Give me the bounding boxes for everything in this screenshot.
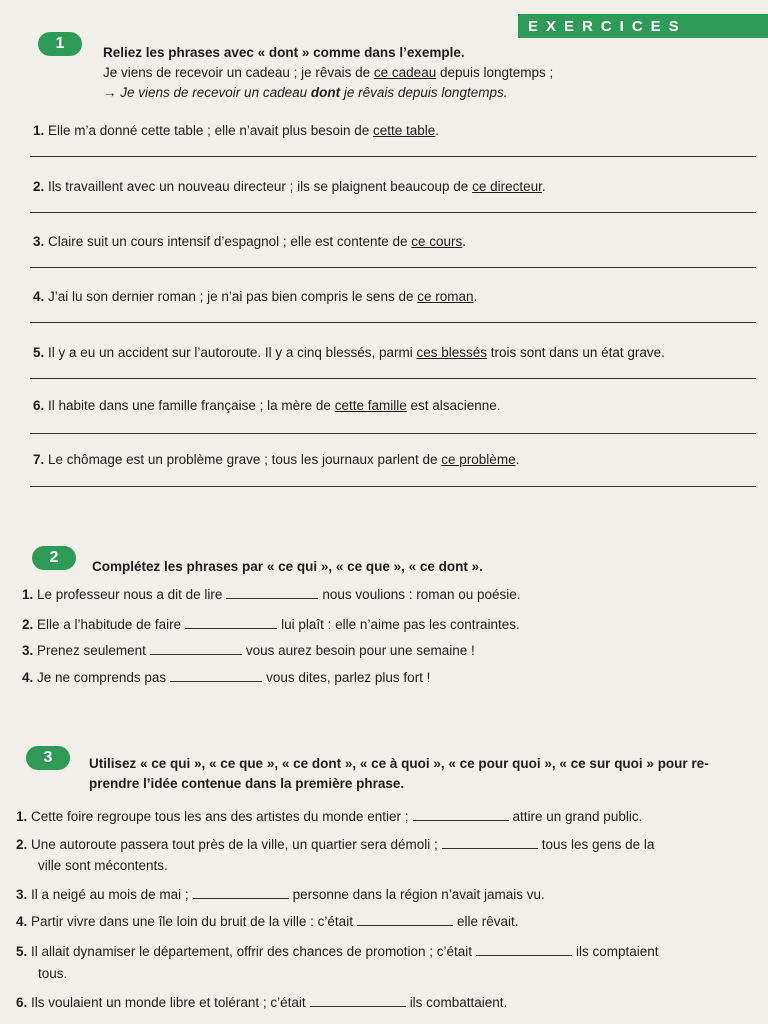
exercise-3-instruction-line-2: prendre l’idée contenue dans la première phrase. bbox=[89, 776, 405, 791]
fill-blank[interactable] bbox=[413, 806, 509, 821]
exercise-3-item-5: 5. Il allait dynamiser le département, offrir des chances de promotion ; c’était ils comptaient bbox=[16, 941, 659, 962]
exercise-1-example-sentence: Je viens de recevoir un cadeau ; je rêvais de ce cadeau depuis longtemps ; bbox=[103, 65, 554, 80]
exercise-3-item-1: 1. Cette foire regroupe tous les ans des artistes du monde entier ; attire un grand public. bbox=[16, 806, 642, 827]
fill-blank[interactable] bbox=[310, 992, 406, 1007]
exercise-1-example-answer: → Je viens de recevoir un cadeau dont je rêvais depuis longtemps. bbox=[103, 85, 508, 100]
fill-blank[interactable] bbox=[226, 584, 318, 599]
fill-blank[interactable] bbox=[193, 884, 289, 899]
answer-line-3[interactable] bbox=[30, 267, 756, 268]
answer-line-2[interactable] bbox=[30, 212, 756, 213]
exercise-3-badge: 3 bbox=[26, 746, 70, 770]
exercise-1-item-1: 1. Elle m’a donné cette table ; elle n’avait plus besoin de cette table. bbox=[33, 123, 440, 138]
answer-line-4[interactable] bbox=[30, 322, 756, 323]
exercise-2-badge: 2 bbox=[32, 546, 76, 570]
exercise-2-instruction: Complétez les phrases par « ce qui », « ce que », « ce dont ». bbox=[92, 559, 483, 574]
answer-line-7[interactable] bbox=[30, 486, 756, 487]
exercise-2-item-1: 1. Le professeur nous a dit de lire nous voulions : roman ou poésie. bbox=[22, 584, 521, 605]
exercise-1-item-6: 6. Il habite dans une famille française ; la mère de cette famille est alsacienne. bbox=[33, 398, 501, 413]
exercise-3-item-6: 6. Ils voulaient un monde libre et tolérant ; c’était ils combattaient. bbox=[16, 992, 507, 1013]
exercise-3-item-2-continuation: ville sont mécontents. bbox=[38, 858, 168, 873]
exercices-banner: EXERCICES bbox=[518, 14, 768, 38]
exercise-2-item-3: 3. Prenez seulement vous aurez besoin pour une semaine ! bbox=[22, 640, 475, 661]
fill-blank[interactable] bbox=[357, 911, 453, 926]
exercise-1-badge: 1 bbox=[38, 32, 82, 56]
answer-line-6[interactable] bbox=[30, 433, 756, 434]
exercise-3-item-4: 4. Partir vivre dans une île loin du bruit de la ville : c’était elle rêvait. bbox=[16, 911, 518, 932]
fill-blank[interactable] bbox=[185, 614, 277, 629]
exercise-1-item-3: 3. Claire suit un cours intensif d’espagnol ; elle est contente de ce cours. bbox=[33, 234, 467, 249]
answer-line-5[interactable] bbox=[30, 378, 756, 379]
answer-line-1[interactable] bbox=[30, 156, 756, 157]
exercise-1-item-7: 7. Le chômage est un problème grave ; tous les journaux parlent de ce problème. bbox=[33, 452, 520, 467]
exercise-1-item-4: 4. J’ai lu son dernier roman ; je n’ai pas bien compris le sens de ce roman. bbox=[33, 289, 478, 304]
fill-blank[interactable] bbox=[170, 667, 262, 682]
exercise-1-item-5: 5. Il y a eu un accident sur l’autoroute. Il y a cinq blessés, parmi ces blessés trois sont dans un état grave. bbox=[33, 345, 665, 360]
fill-blank[interactable] bbox=[442, 834, 538, 849]
exercise-2-item-4: 4. Je ne comprends pas vous dites, parlez plus fort ! bbox=[22, 667, 430, 688]
fill-blank[interactable] bbox=[150, 640, 242, 655]
exercise-3-instruction-line-1: Utilisez « ce qui », « ce que », « ce dont », « ce à quoi », « ce pour quoi », « ce sur quoi » pour re- bbox=[89, 756, 709, 771]
exercise-3-item-3: 3. Il a neigé au mois de mai ; personne dans la région n’avait jamais vu. bbox=[16, 884, 545, 905]
exercise-1-instruction: Reliez les phrases avec « dont » comme dans l’exemple. bbox=[103, 45, 465, 60]
exercise-3-item-2: 2. Une autoroute passera tout près de la ville, un quartier sera démoli ; tous les gens de la bbox=[16, 834, 654, 855]
exercise-2-item-2: 2. Elle a l’habitude de faire lui plaît : elle n’aime pas les contraintes. bbox=[22, 614, 520, 635]
exercise-3-item-5-continuation: tous. bbox=[38, 966, 68, 981]
exercise-1-item-2: 2. Ils travaillent avec un nouveau directeur ; ils se plaignent beaucoup de ce directeur. bbox=[33, 179, 546, 194]
fill-blank[interactable] bbox=[476, 941, 572, 956]
